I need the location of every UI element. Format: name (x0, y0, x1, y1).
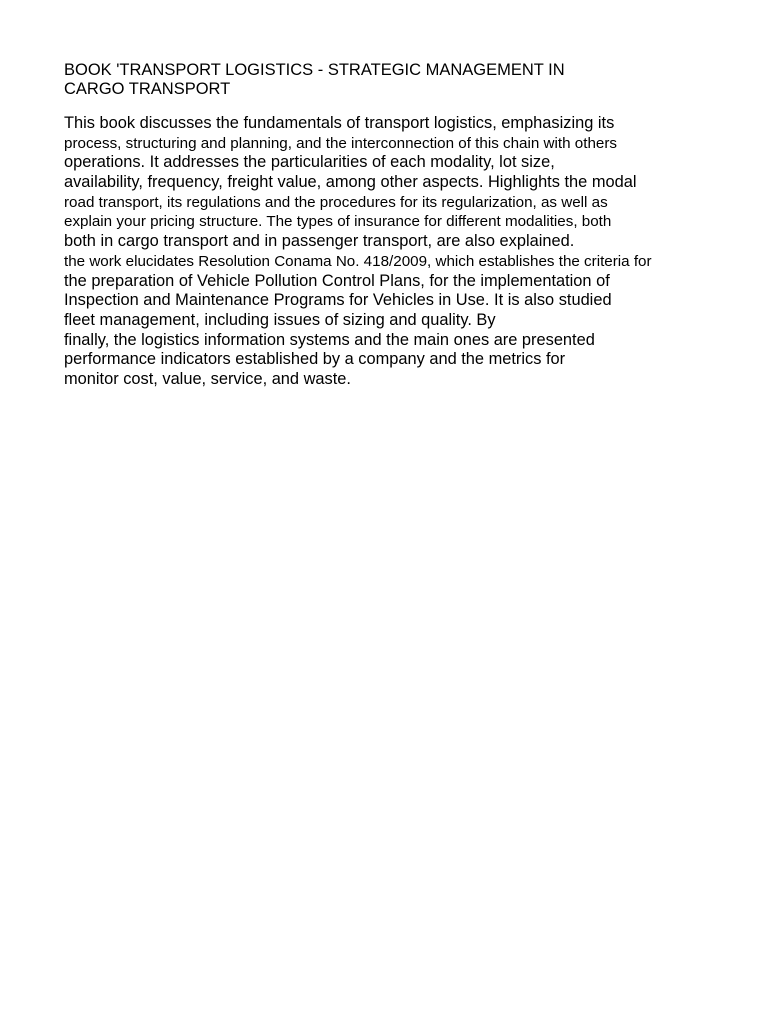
body-line-13: performance indicators established by a company and the metrics for (64, 350, 566, 369)
body-line-3: operations. It addresses the particularities of each modality, lot size, (64, 153, 555, 172)
body-line-4: availability, frequency, freight value, among other aspects. Highlights the modal (64, 173, 637, 192)
title-line-1: BOOK 'TRANSPORT LOGISTICS - STRATEGIC MANAGEMENT IN (64, 61, 565, 79)
body-line-1: This book discusses the fundamentals of transport logistics, emphasizing its (64, 114, 615, 132)
body-line-11: fleet management, including issues of sizing and quality. By (64, 310, 496, 329)
body-line-7: both in cargo transport and in passenger transport, are also explained. (64, 232, 575, 251)
body-line-12: finally, the logistics information systems and the main ones are presented (64, 330, 595, 349)
document-content (64, 61, 754, 390)
document-body (64, 114, 754, 390)
title-line-2: CARGO TRANSPORT (64, 80, 231, 98)
body-line-5: road transport, its regulations and the procedures for its regularization, as well as (64, 193, 608, 211)
body-line-2: process, structuring and planning, and the interconnection of this chain with others (64, 134, 617, 152)
body-line-6: explain your pricing structure. The types of insurance for different modalities, both (64, 213, 612, 231)
body-line-9: the preparation of Vehicle Pollution Control Plans, for the implementation of (64, 271, 610, 290)
body-line-8: the work elucidates Resolution Conama No. 418/2009, which establishes the criteria for (64, 252, 652, 270)
body-line-14: monitor cost, value, service, and waste. (64, 369, 351, 388)
body-line-10: Inspection and Maintenance Programs for Vehicles in Use. It is also studied (64, 291, 612, 310)
document-title (64, 61, 754, 99)
